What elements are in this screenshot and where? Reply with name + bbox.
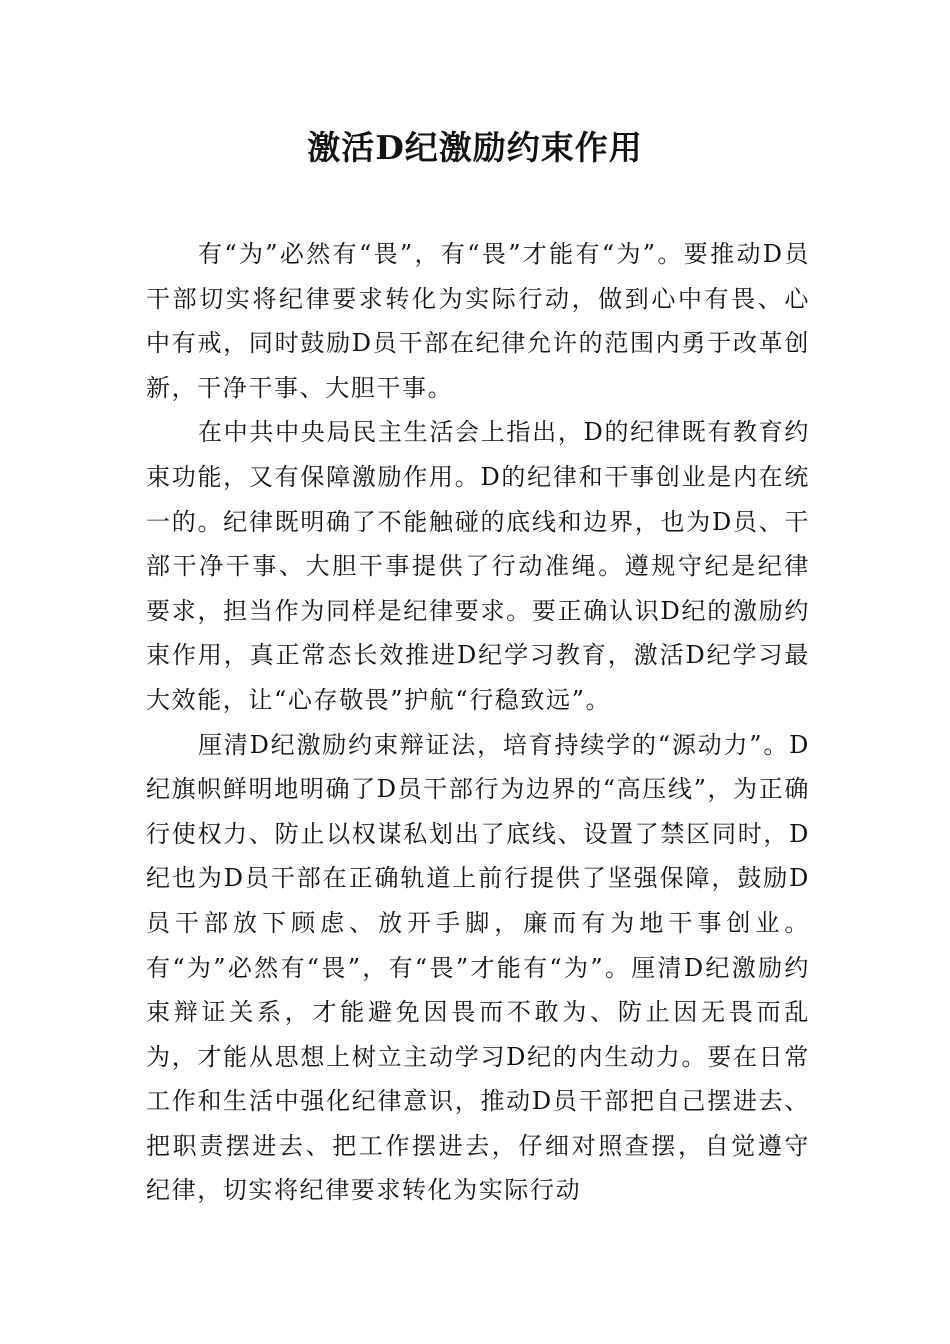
document-body — [146, 232, 810, 1213]
document-title: 激活D纪激励约束作用 — [307, 128, 643, 167]
paragraph-1: 有“为”必然有“畏”，有“畏”才能有“为”。要推动D员干部切实将纪律要求转化为实际行动，做到心中有畏、心中有戒，同时鼓励D员干部在纪律允许的范围内勇于改革创新，干净干事、大胆干事。 — [146, 240, 810, 402]
paragraph-3: 厘清D纪激励约束辩证法，培育持续学的“源动力”。D纪旗帜鲜明地明确了D员干部行为边界的“高压线”，为正确行使权力、防止以权谋私划出了底线、设置了禁区同时，D纪也为D员干部在正确轨道上前行提供了坚强保障，鼓励D员干部放下顾虑、放开手脚，廉而有为地干事创业。有“为”必然有“畏”，有“畏”才能有“为”。厘清D纪激励约束辩证关系，才能避免因畏而不敢为、防止因无畏而乱为，才能从思想上树立主动学习D纪的内生动力。要在日常工作和生活中强化纪律意识，推动D员干部把自己摆进去、把职责摆进去、把工作摆进去，仔细对照查摆，自觉遵守纪律，切实将纪律要求转化为实际行动 — [146, 730, 810, 1205]
paragraph-2: 在中共中央局民主生活会上指出，D的纪律既有教育约束功能，又有保障激励作用。D的纪律和干事创业是内在统一的。纪律既明确了不能触碰的底线和边界，也为D员、干部干净干事、大胆干事提供了行动准绳。遵规守纪是纪律要求，担当作为同样是纪律要求。要正确认识D纪的激励约束作用，真正常态长效推进D纪学习教育，激活D纪学习最大效能，让“心存敬畏”护航“行稳致远”。 — [146, 418, 810, 714]
